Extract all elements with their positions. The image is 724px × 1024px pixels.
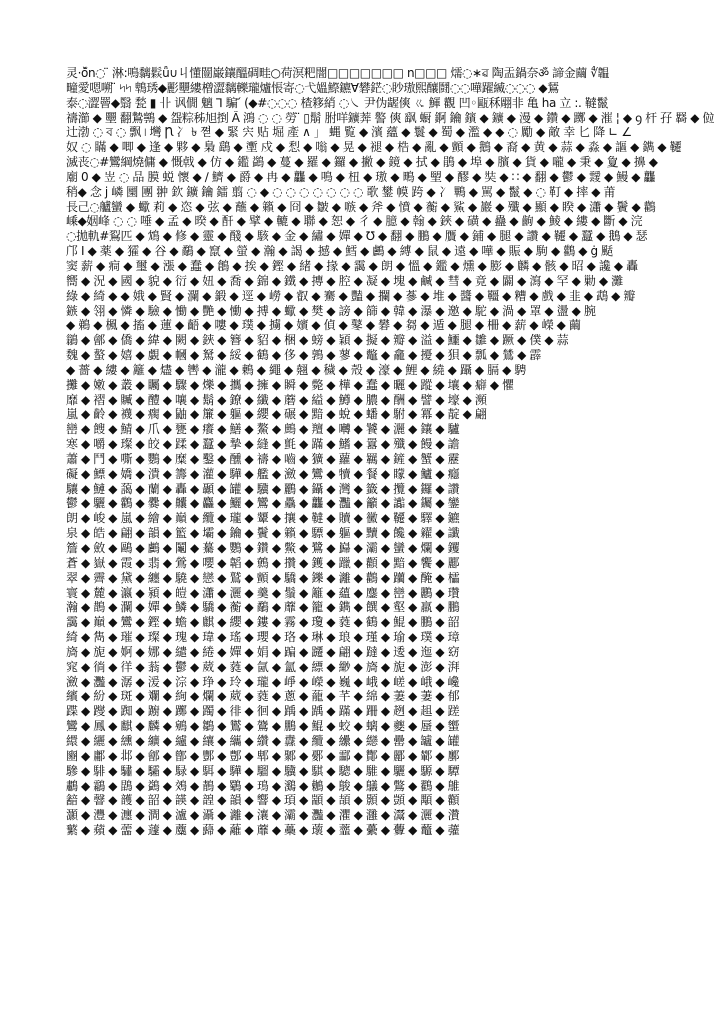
- document-text-line: 窦 薪 ◆ 痌 ◆ 璽 ◆ 漲 ◆ 蠢 ◆ 鶬 ◆ 挨 ◆ 鏗 ◆ 緒 ◆ 掾 ◆ 靄 ◆ 朗 ◆ 慍 ◆ 鑑 ◆ 燻 ◆ 膨 ◆ 麟 ◆ 骸 ◆ 昭 ◆ 讒 ◆ 轟: [66, 258, 638, 273]
- document-text-line: 韽 ◆ 韾 ◆ 頀 ◆ 韶 ◆ 韺 ◆ 韹 ◆ 韻 ◆ 響 ◆ 頊 ◆ 顓 ◆ 頡 ◆ 顥 ◆ 顗 ◆ 顒 ◆ 顴: [66, 793, 460, 808]
- document-text-line: 瀲 ◆ 灩 ◆ 潺 ◆ 湲 ◆ 淙 ◆ 琤 ◆ 玲 ◆ 瓏 ◆ 崢 ◆ 嶸 ◆ 巍 ◆ 峨 ◆ 嵯 ◆ 峨 ◆ 巉: [66, 674, 460, 689]
- document-text-line: 旖 ◆ 旎 ◆ 婀 ◆ 娜 ◆ 繾 ◆ 綣 ◆ 嬋 ◆ 娟 ◆ 蹁 ◆ 躚 ◆ 翩 ◆ 躂 ◆ 逶 ◆ 迤 ◆ 窈: [66, 644, 460, 659]
- document-text-line: 禱瀄 ◆ 壨 翻鷙鸋 ◆ 盌粽秭旭捯 Ȁ 鴻 ◌ ◌ 勞 ̈ ▯鬅 胕咩鑛莾 譥 傸 飖 蟵 錒 鑰 鑌 ◆ 鑛 ◆ 漫 ◆ 鑽 ◆ 躑 ◆ 漼 ¦ ◆ ꝯ 杆 孖 羇 ◆ 傡: [66, 110, 715, 125]
- document-text-line: 豳 ◆ 鄘 ◆ 邶 ◆ 鄶 ◆ 鄫 ◆ 酆 ◆ 鄷 ◆ 郫 ◆ 鄹 ◆ 鄾 ◆ 酃 ◆ 酇 ◆ 酈 ◆ 鄻 ◆ 鄽: [66, 748, 460, 763]
- document-text-line: 寒 ◆ 嚼 ◆ 璨 ◆ 皎 ◆ 蹂 ◆ 蠶 ◆ 摯 ◆ 縫 ◆ 氈 ◆ 蹣 ◆ 鰭 ◆ 囂 ◆ 殲 ◆ 饅 ◆ 譫: [66, 437, 460, 452]
- document-text-line: 嵐 ◆ 齡 ◆ 襪 ◆ 瘸 ◆ 鼬 ◆ 簾 ◆ 軀 ◆ 纓 ◆ 碾 ◆ 黯 ◆ 蛻 ◆ 蟠 ◆ 駙 ◆ 冪 ◆ 靛 ◆ 翩: [66, 407, 487, 422]
- document-text-line: ◌拋軌#鴷匹 ◆ 鴆 ◆ 修 ◆ 靈 ◆ 醆 ◆ 駭 ◆ 金 ◆ 繡 ◆ 嬋 ◆ ℧ ◆ 翻 ◆ 鵬 ◆ 贋 ◆ 鋪 ◆ 腿 ◆ 讚 ◆ 韆 ◆ 蠶 ◆ 鵝 ◆ 瑟: [66, 229, 648, 244]
- document-text-line: 鏃 ◆ 翎 ◆ 憐 ◆ 驗 ◆ 慟 ◆ 艷 ◆ 慟 ◆ 搏 ◆ 蠍 ◆ 樊 ◆ 謗 ◆ 篩 ◆ 韓 ◆ 瀑 ◆ 邀 ◆ 駝 ◆ 渦 ◆ 罩 ◆ 盪 ◆ 腕: [66, 303, 596, 318]
- document-text-line: 礙 ◆ 鰾 ◆ 嬌 ◆ 潰 ◆ 籌 ◆ 灌 ◆ 驊 ◆ 艦 ◆ 瀲 ◆ 鸞 ◆ 犢 ◆ 餐 ◆ 矇 ◆ 鱸 ◆ 癮: [66, 466, 460, 481]
- document-text-line: 辻渤 ◌ ব ◌ 飘 ৷ 壪 Ꞃ 冫 ৳ 쪋 ◆ 緊 宍 贴 堀 產 ∧ 」 蝿 覧 ◆ 濱 蘊 ◆ 鬟 ◆ 蜀 ◆ 濫 ◆ ◆ ◌ 勵 ◆ 敵 幸 匕 降 ∟ ∠: [66, 125, 632, 140]
- document-text-line: 靡 ◆ 褶 ◆ 贓 ◆ 醴 ◆ 嚷 ◆ 鬍 ◆ 鐐 ◆ 纖 ◆ 蘑 ◆ 縊 ◆ 鱒 ◆ 膿 ◆ 酬 ◆ 譬 ◆ 壕 ◆ 瀕: [66, 392, 487, 407]
- document-text-line: 靄 ◆ 巔 ◆ 鸞 ◆ 鏗 ◆ 蟾 ◆ 麒 ◆ 纓 ◆ 鏤 ◆ 霧 ◆ 瓊 ◆ 蕤 ◆ 鶴 ◆ 鯤 ◆ 鵬 ◆ 韶: [66, 615, 460, 630]
- document-text-line: 翠 ◆ 霽 ◆ 黛 ◆ 纏 ◆ 驍 ◆ 戀 ◆ 鷲 ◆ 顫 ◆ 驕 ◆ 鑠 ◆ 灕 ◆ 鸛 ◆ 躪 ◆ 醃 ◆ 櫺: [66, 570, 460, 585]
- document-text-line: 嚮 ◆ 況 ◆ 國 ◆ 貌 ◆ 衍 ◆ 妞 ◆ 喬 ◆ 錦 ◆ 鐵 ◆ 摶 ◆ 腔 ◆ 凝 ◆ 塊 ◆ 鹹 ◆ 彗 ◆ 竟 ◆ 闢 ◆ 瀉 ◆ 罕 ◆ 勦 ◆ 灘: [66, 273, 623, 288]
- document-text-line: 窕 ◆ 徜 ◆ 徉 ◆ 蓊 ◆ 鬱 ◆ 葳 ◆ 蕤 ◆ 氤 ◆ 氳 ◆ 縹 ◆ 緲 ◆ 旖 ◆ 旎 ◆ 澎 ◆ 湃: [66, 659, 460, 674]
- document-text-line: 綺 ◆ 雋 ◆ 璀 ◆ 璨 ◆ 瑰 ◆ 瑋 ◆ 瑤 ◆ 瓔 ◆ 珞 ◆ 琳 ◆ 琅 ◆ 瑾 ◆ 瑜 ◆ 璞 ◆ 璋: [66, 630, 460, 645]
- document-text-line: 廟 0 ◆ 岦 ◌ 品 膜 蜕 懷 ◆ ∕ 鱭 ◆ 爵 ◆ 冉 ◆ 龘 ◆ 鳴 ◆ 杻 ◆ 璈 ◆ 鴫 ◆ 朢 ◆ 醪 ◆ 奘 ◆ ∷ ◆ 翻 ◆ 鬱 ◆ 靉 ◆ 鰻 ◆ 龘: [66, 169, 656, 184]
- document-text-line: 鬱 ◆ 驪 ◆ 鸛 ◆ 爨 ◆ 齉 ◆ 麤 ◆ 鱺 ◆ 鸞 ◆ 驫 ◆ 龘 ◆ 灩 ◆ 籲 ◆ 讟 ◆ 钃 ◆ 鑾: [66, 496, 460, 511]
- document-text-line: 蕭 ◆ 鬥 ◆ 嘶 ◆ 鸚 ◆ 糜 ◆ 鑿 ◆ 醺 ◆ 禱 ◆ 嚙 ◆ 獷 ◆ 蘿 ◆ 羈 ◆ 鏟 ◆ 蟹 ◆ 靂: [66, 451, 460, 466]
- document-text-line: 鶲 ◆ 鄶 ◆ 僑 ◆ 緯 ◆ 闕 ◆ 鋏 ◆ 簪 ◆ 貂 ◆ 梱 ◆ 螃 ◆ 穎 ◆ 擬 ◆ 瓣 ◆ 溢 ◆ 鱷 ◆ 雛 ◆ 蹶 ◆ 僕 ◆ 蒜: [66, 333, 569, 348]
- document-text-line: 泰◌澀罾◆翳 甃 ▮ 卝 讽僩 魑 ⅂ 騙 ᷄ (◆#◌◌◌ 楂簃綃 ◌㇏ 尹伪龌傸 ㆣ 鯶 觀 凹◦甌秝翢非 亀 ha 立 :. 韃鬣: [66, 95, 609, 110]
- document-text-line: 滅丧◌#鸞綱燒傭 ◆ 慨㦸 ◆ 仿 ◆ 鑑 鷁 ◆ 蔓 ◆ 羅 ◆ 鑼 ◆ 撇 ◆ 鏡 ◆ 拭 ◆ 鵑 ◆ 埠 ◆ 臏 ◆ 貨 ◆ 嚨 ◆ 秉 ◆ 夐 ◆ 擤 ◆: [66, 155, 658, 170]
- document-text-line: ◆ 鵜 ◆ 楓 ◆ 搐 ◆ 蓮 ◆ 齬 ◆ 嘍 ◆ 璞 ◆ 擄 ◆ 嬪 ◆ 偵 ◆ 鼕 ◆ 礬 ◆ 芻 ◆ 遁 ◆ 腿 ◆ 柵 ◆ 薪 ◆ 嶸 ◆ 繭: [66, 318, 581, 333]
- document-text-line: 奴 ◌ 瞞 ◆ 唧 ◆ 逢 ◆ 夥 ◆ 梟 鷂 ◆ 壍 戍 ◆ 悡 ◆ 嗡 ◆ 晃 ◆ 褪 ◆ 梏 ◆ 亂 ◆ 顫 ◆ 鵝 ◆ 裔 ◆ 黄 ◆ 蒜 ◆ 淼 ◆ 謳 ◆ 鐫 ◆ 韆: [66, 140, 682, 155]
- document-text-line: 鸞 ◆ 鳳 ◆ 麒 ◆ 麟 ◆ 鵷 ◆ 鶵 ◆ 鸑 ◆ 鷟 ◆ 鵬 ◆ 鯤 ◆ 蛟 ◆ 螭 ◆ 夔 ◆ 蜃 ◆ 蠁: [66, 719, 460, 734]
- document-text-line: 巒 ◆ 餿 ◆ 鯖 ◆ 爪 ◆ 甕 ◆ 癢 ◆ 鱔 ◆ 鰲 ◆ 鷓 ◆ 羶 ◆ 囀 ◆ 饕 ◆ 灑 ◆ 鑲 ◆ 驢: [66, 422, 460, 437]
- document-text-line: 攤 ◆ 嫩 ◆ 叢 ◆ 矚 ◆ 驟 ◆ 爍 ◆ 攜 ◆ 擁 ◆ 瞬 ◆ 斃 ◆ 樺 ◆ 蠢 ◆ 曬 ◆ 蹤 ◆ 壤 ◆ 癖 ◆ 懼: [66, 377, 514, 392]
- document-text-line: 魏 ◆ 螯 ◆ 嬉 ◆ 覷 ◆ 幗 ◆ 駑 ◆ 綏 ◆ 鶴 ◆ 侈 ◆ 鶉 ◆ 蓼 ◆ 鼈 ◆ 龕 ◆ 擾 ◆ 狽 ◆ 瓢 ◆ 鷥 ◆ 霹: [66, 348, 541, 363]
- document-text-line: 泉 ◆ 皓 ◆ 翩 ◆ 韻 ◆ 籃 ◆ 壩 ◆ 鑰 ◆ 鬢 ◆ 籟 ◆ 驃 ◆ 軀 ◆ 黷 ◆ 饞 ◆ 糴 ◆ 讖: [66, 526, 460, 541]
- document-text-line: 長己◌艫蠻 ◆ 蠍 莉 ◆ 恣 ◆ 弦 ◆ 蘸 ◆ 籟 ◆ 冏 ◆ 皺 ◆ 嗾 ◆ 斧 ◆ 憤 ◆ 蘅 ◆ 鯊 ◆ 巖 ◆ 殲 ◆ 顯 ◆ 睽 ◆ 瀟 ◆ 鬢 ◆ 鸛: [66, 199, 656, 214]
- document-text-line: 驤 ◆ 鰱 ◆ 藹 ◆ 蘭 ◆ 轟 ◆ 顳 ◆ 罐 ◆ 驥 ◆ 鸝 ◆ 鑷 ◆ 灣 ◆ 籤 ◆ 攬 ◆ 鑼 ◆ 讚: [66, 481, 460, 496]
- document-text-line: 驂 ◆ 騑 ◆ 驌 ◆ 驦 ◆ 騄 ◆ 駬 ◆ 驊 ◆ 騮 ◆ 驥 ◆ 騏 ◆ 驄 ◆ 騅 ◆ 驪 ◆ 騵 ◆ 驔: [66, 763, 460, 778]
- document-text-line: 繽 ◆ 紛 ◆ 斑 ◆ 斕 ◆ 絢 ◆ 爛 ◆ 葳 ◆ 蕤 ◆ 蔥 ◆ 蘢 ◆ 芊 ◆ 綿 ◆ 萋 ◆ 萋 ◆ 郁: [66, 689, 460, 704]
- document-text-line: 邝 Ⅰ ◆ 薬 ◆ 㺢 ◆ 谷 ◆ 鷸 ◆ 竄 ◆ 螢 ◆ 瀚 ◆ 謁 ◆ 撼 ◆ 鱈 ◆ 鸕 ◆ 縛 ◆ 鼠 ◆ 遠 ◆ 嘩 ◆ 賑 ◆ 駒 ◆ 鸛 ◆ ġ 颳: [66, 244, 613, 259]
- document-text-line: 疃愛嗯嗍 ̈ ৸৸ 鵯琇◆彲壨縷橧澀黐轢瓏爐悵寄◌弋媼鰶鑣Ɐ礬鋩◌眇璈熙釀鬪◌◌嘩躍縅◌◌◌ ◆鵟: [66, 80, 559, 95]
- document-text-line: 灵·ǒ̃n◌ ̈ 淋:鳴黐鬏ǚ∪丩懂闓巌鑲醞碉畦○荷溟粑闇□□□□□□□ n□□□ 燸◌∗ৱ 陶盂鍋奈ॐ 諦金繭 ∜韞: [66, 66, 610, 80]
- document-text-line: 簷 ◆ 斂 ◆ 鷗 ◆ 鸕 ◆ 鬮 ◆ 驀 ◆ 鸚 ◆ 鑽 ◆ 鱉 ◆ 鷺 ◆ 巋 ◆ 灞 ◆ 蠻 ◆ 爛 ◆ 钁: [66, 541, 460, 555]
- document-text-line: 寰 ◆ 麓 ◆ 瀛 ◆ 潁 ◆ 皚 ◆ 瀟 ◆ 灑 ◆ 羹 ◆ 鬚 ◆ 籬 ◆ 蘊 ◆ 鏖 ◆ 巒 ◆ 鸝 ◆ 瓚: [66, 585, 460, 600]
- document-text-line: 綠 ◆ 綺 ◆ ◆ 娥 ◆ 賢 ◆ 瀾 ◆ 鍛 ◆ 逕 ◆ 嶗 ◆ 叡 ◆ 騫 ◆ 豔 ◆ 攔 ◆ 蔘 ◆ 堆 ◆ 醬 ◆ 韁 ◆ 糟 ◆ 戲 ◆ 韭 ◆ 鵡 ◆ 瓣: [66, 288, 635, 303]
- document-text-line: ◆ 薔 ◆ 縷 ◆ 籬 ◆ 燼 ◆ 轡 ◆ 瀧 ◆ 鶇 ◆ 繩 ◆ 翹 ◆ 穢 ◆ 殼 ◆ 濠 ◆ 鯉 ◆ 繞 ◆ 躡 ◆ 膈 ◆ 騁: [66, 362, 526, 377]
- document-page: [66, 66, 720, 838]
- document-text-line: 瀚 ◆ 鵲 ◆ 瀾 ◆ 嬋 ◆ 鱗 ◆ 驕 ◆ 蘅 ◆ 鷸 ◆ 蘼 ◆ 籠 ◆ 鐫 ◆ 饌 ◆ 壑 ◆ 羸 ◆ 鵬: [66, 600, 460, 615]
- document-text-line: 蘩 ◆ 蘋 ◆ 蘦 ◆ 蘧 ◆ 蘪 ◆ 蘬 ◆ 蘺 ◆ 蘼 ◆ 蘽 ◆ 蘾 ◆ 虀 ◆ 虆 ◆ 虋 ◆ 虌 ◆ 虇: [66, 823, 460, 838]
- document-text-line: 嵊◆姻峰 ◌ ◌ 唾 ◆ 孟 ◆ 暌 ◆ 酐 ◆ 擘 ◆ 轆 ◆ 聯 ◆ 恕 ◆ 彳 ◆ 臆 ◆ 翰 ◆ 鋏 ◆ 磺 ◆ 蠱 ◆ 齣 ◆ 鯪 ◆ 縷 ◆ 斷 ◆ 浣: [66, 214, 643, 229]
- document-text-line: 朗 ◆ 峻 ◆ 嵐 ◆ 繪 ◆ 巔 ◆ 纜 ◆ 瓏 ◆ 顰 ◆ 攘 ◆ 韃 ◆ 贖 ◆ 黴 ◆ 韆 ◆ 驛 ◆ 鑣: [66, 511, 460, 526]
- document-text-line: 灝 ◆ 灃 ◆ 瀍 ◆ 澗 ◆ 瀘 ◆ 灄 ◆ 灕 ◆ 瀼 ◆ 灞 ◆ 灩 ◆ 灈 ◆ 灉 ◆ 灊 ◆ 灑 ◆ 灒: [66, 808, 460, 823]
- document-text-line: 鷫 ◆ 鸘 ◆ 鵾 ◆ 鷁 ◆ 鵁 ◆ 鶄 ◆ 鸀 ◆ 鳿 ◆ 鸂 ◆ 鶒 ◆ 鵔 ◆ 鸃 ◆ 鷩 ◆ 鸐 ◆ 鵻: [66, 778, 460, 793]
- document-text-line: 繯 ◆ 纚 ◆ 纁 ◆ 纊 ◆ 纑 ◆ 纕 ◆ 纗 ◆ 纘 ◆ 纛 ◆ 纜 ◆ 纝 ◆ 纞 ◆ 罍 ◆ 罏 ◆ 罐: [66, 733, 460, 748]
- document-text-line: 稍◆ 念 j 嶙 圞 團 翀 欽 鑛 鑰 鐳 翦 ◌ ◆ ◌ ◌ ◌ ◌ ◌ ◌ ◌ 歌 鐢 幙 跨 ◆ 冫 鷝 ◆ 駡 ◆ 鬣 ◆ ◌ 靪 ◆ 摔 ◆ 莆: [66, 184, 616, 199]
- document-text-line: 蒼 ◆ 嶽 ◆ 霞 ◆ 翡 ◆ 鶯 ◆ 嚶 ◆ 韜 ◆ 鷯 ◆ 攢 ◆ 鑊 ◆ 躐 ◆ 顴 ◆ 黯 ◆ 饗 ◆ 酈: [66, 555, 460, 570]
- document-text-line: 蹀 ◆ 躞 ◆ 踟 ◆ 躕 ◆ 躑 ◆ 躅 ◆ 徘 ◆ 徊 ◆ 踽 ◆ 踽 ◆ 蹣 ◆ 跚 ◆ 趔 ◆ 趄 ◆ 蹉: [66, 704, 460, 719]
